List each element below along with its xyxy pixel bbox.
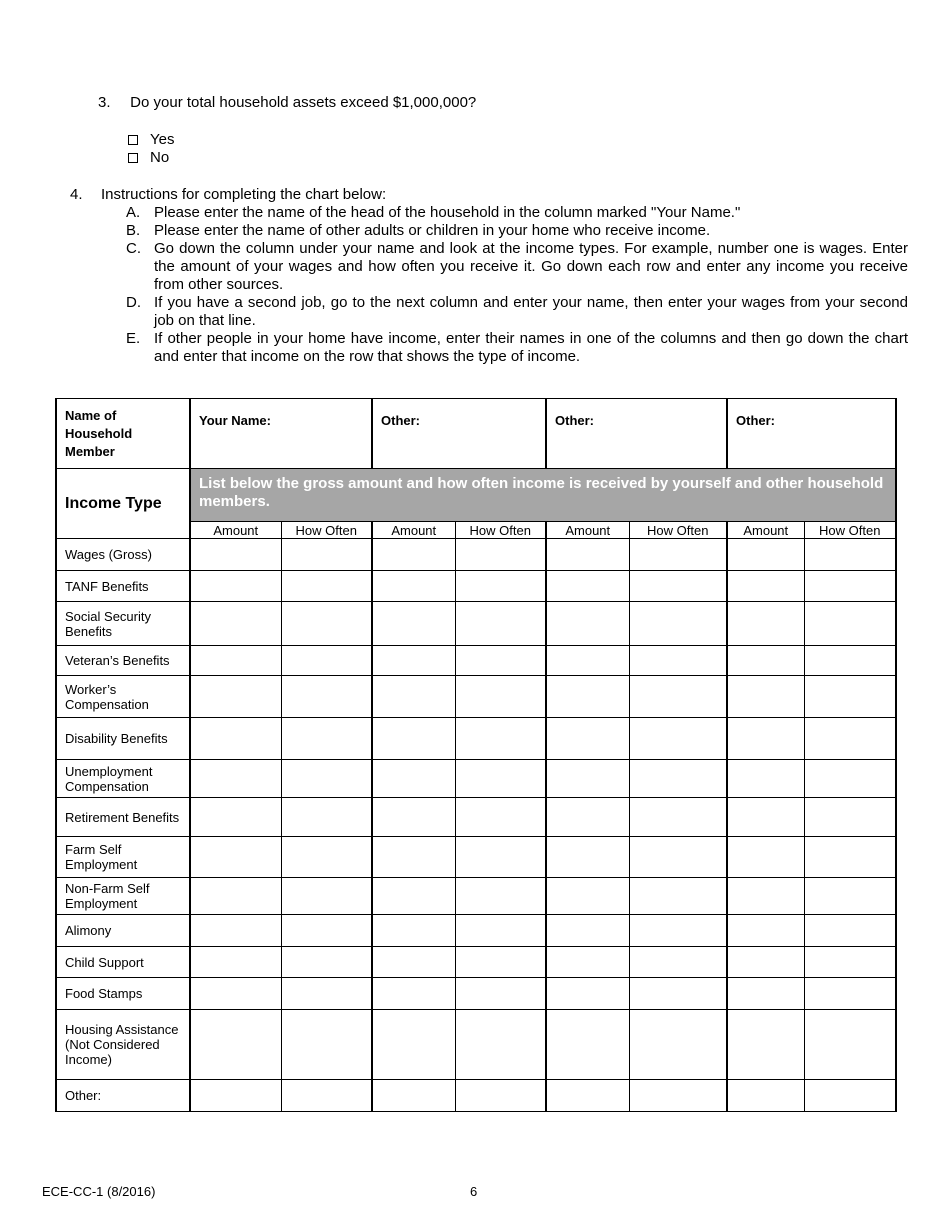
how-often-cell[interactable] [455, 915, 546, 947]
how-often-cell[interactable] [629, 602, 727, 646]
amount-cell[interactable] [372, 539, 455, 571]
income-type-label: Non-Farm Self Employment [56, 878, 190, 915]
other-name-field-2[interactable]: Other: [546, 399, 727, 469]
page-number: 6 [470, 1184, 478, 1199]
amount-cell[interactable] [372, 978, 455, 1010]
name-header-row [56, 399, 896, 469]
how-often-cell[interactable] [629, 1080, 727, 1112]
amount-cell[interactable] [546, 978, 629, 1010]
instruction-letter: C. [126, 240, 141, 257]
how-often-cell[interactable] [629, 676, 727, 718]
instruction-list [70, 204, 908, 366]
amount-cell[interactable] [546, 676, 629, 718]
how-often-cell[interactable] [629, 571, 727, 602]
instruction-item [70, 330, 908, 366]
income-row [56, 646, 896, 676]
instruction-item [70, 204, 908, 222]
amount-cell[interactable] [546, 539, 629, 571]
how-often-cell[interactable] [281, 798, 372, 837]
question-4-heading [70, 186, 908, 204]
income-row [56, 798, 896, 837]
income-row [56, 1080, 896, 1112]
amount-cell[interactable] [190, 947, 281, 978]
how-often-cell[interactable] [281, 1010, 372, 1080]
how-often-cell[interactable] [804, 646, 896, 676]
income-type-label: Housing Assistance (Not Considered Income) [56, 1010, 190, 1080]
how-often-cell[interactable] [455, 760, 546, 798]
amount-cell[interactable] [546, 571, 629, 602]
amount-cell[interactable] [727, 1010, 804, 1080]
amount-cell[interactable] [372, 947, 455, 978]
no-checkbox[interactable] [128, 153, 138, 163]
income-type-label: TANF Benefits [56, 571, 190, 602]
amount-cell[interactable] [546, 602, 629, 646]
how-often-cell[interactable] [281, 978, 372, 1010]
how-often-cell[interactable] [281, 1080, 372, 1112]
question-4-number: 4. [70, 186, 83, 203]
how-often-cell[interactable] [804, 571, 896, 602]
how-often-cell[interactable] [804, 947, 896, 978]
instruction-text: Please enter the name of other adults or children in your home who receive income. [154, 222, 711, 239]
amount-cell[interactable] [190, 915, 281, 947]
how-often-cell[interactable] [804, 978, 896, 1010]
how-often-cell[interactable] [281, 915, 372, 947]
amount-cell[interactable] [727, 646, 804, 676]
instruction-letter: E. [126, 330, 141, 347]
instruction-text: Please enter the name of the head of the household in the column marked "Your Name." [154, 204, 741, 221]
question-3 [98, 94, 476, 111]
income-type-label: Worker’s Compensation [56, 676, 190, 718]
how-often-cell[interactable] [804, 798, 896, 837]
how-often-cell[interactable] [281, 947, 372, 978]
how-often-cell[interactable] [455, 978, 546, 1010]
income-type-header-row [56, 469, 896, 522]
income-row [56, 915, 896, 947]
amount-cell[interactable] [372, 718, 455, 760]
income-row [56, 837, 896, 878]
amount-cell[interactable] [190, 1080, 281, 1112]
income-type-label: Disability Benefits [56, 718, 190, 760]
question-4-text: Instructions for completing the chart below: [101, 186, 387, 203]
amount-cell[interactable] [727, 878, 804, 915]
your-name-field[interactable]: Your Name: [190, 399, 372, 469]
amount-cell[interactable] [372, 915, 455, 947]
amount-cell[interactable] [546, 798, 629, 837]
how-often-cell[interactable] [804, 915, 896, 947]
amount-cell[interactable] [190, 571, 281, 602]
other-name-field-3[interactable]: Other: [727, 399, 896, 469]
how-often-cell[interactable] [455, 798, 546, 837]
income-row [56, 676, 896, 718]
amount-cell[interactable] [190, 718, 281, 760]
amount-label: Amount [372, 522, 455, 539]
amount-cell[interactable] [372, 798, 455, 837]
instruction-item [70, 240, 908, 294]
amount-cell[interactable] [727, 915, 804, 947]
other-name-field-1[interactable]: Other: [372, 399, 546, 469]
how-often-cell[interactable] [629, 878, 727, 915]
instruction-letter: B. [126, 222, 141, 239]
amount-cell[interactable] [546, 915, 629, 947]
how-often-cell[interactable] [629, 1010, 727, 1080]
income-type-label: Other: [56, 1080, 190, 1112]
how-often-cell[interactable] [281, 878, 372, 915]
amount-cell[interactable] [727, 676, 804, 718]
income-rows [56, 539, 896, 1112]
income-type-label: Wages (Gross) [56, 539, 190, 571]
amount-label: Amount [727, 522, 804, 539]
how-often-cell[interactable] [804, 718, 896, 760]
instruction-text: If you have a second job, go to the next column and enter your name, then enter your wages from your second job on that line. [154, 294, 908, 329]
how-often-cell[interactable] [281, 676, 372, 718]
amount-cell[interactable] [727, 760, 804, 798]
how-often-label: How Often [455, 522, 546, 539]
income-row [56, 978, 896, 1010]
amount-cell[interactable] [727, 798, 804, 837]
how-often-cell[interactable] [455, 646, 546, 676]
how-often-label: How Often [281, 522, 372, 539]
amount-cell[interactable] [372, 1080, 455, 1112]
amount-cell[interactable] [727, 837, 804, 878]
amount-cell[interactable] [546, 760, 629, 798]
income-type-label: Child Support [56, 947, 190, 978]
income-type-label: Food Stamps [56, 978, 190, 1010]
gross-note: List below the gross amount and how often income is received by yourself and other household members. [190, 469, 896, 522]
amount-cell[interactable] [546, 1010, 629, 1080]
no-option[interactable] [128, 149, 174, 167]
amount-cell[interactable] [727, 539, 804, 571]
amount-cell[interactable] [546, 1080, 629, 1112]
how-often-label: How Often [629, 522, 727, 539]
amount-cell[interactable] [190, 602, 281, 646]
how-often-cell[interactable] [804, 1080, 896, 1112]
income-type-label: Veteran’s Benefits [56, 646, 190, 676]
income-chart [55, 398, 897, 1112]
instruction-letter: A. [126, 204, 141, 221]
amount-cell[interactable] [546, 646, 629, 676]
how-often-cell[interactable] [629, 760, 727, 798]
amount-cell[interactable] [190, 978, 281, 1010]
how-often-cell[interactable] [629, 798, 727, 837]
income-row [56, 602, 896, 646]
how-often-cell[interactable] [629, 718, 727, 760]
how-often-cell[interactable] [281, 837, 372, 878]
amount-cell[interactable] [372, 878, 455, 915]
amount-cell[interactable] [372, 837, 455, 878]
how-often-cell[interactable] [804, 1010, 896, 1080]
instruction-text: Go down the column under your name and look at the income types. For example, number one is wages. Enter the amount of your wages and how often you receive it. Go down each row and enter any income you receive from other sources. [154, 240, 908, 293]
how-often-cell[interactable] [629, 915, 727, 947]
how-often-cell[interactable] [455, 539, 546, 571]
how-often-cell[interactable] [804, 837, 896, 878]
how-often-cell[interactable] [281, 539, 372, 571]
how-often-cell[interactable] [455, 837, 546, 878]
amount-cell[interactable] [727, 947, 804, 978]
income-row [56, 539, 896, 571]
how-often-cell[interactable] [281, 602, 372, 646]
amount-cell[interactable] [546, 947, 629, 978]
income-row [56, 760, 896, 798]
amount-cell[interactable] [546, 878, 629, 915]
amount-cell[interactable] [372, 571, 455, 602]
amount-cell[interactable] [372, 646, 455, 676]
amount-cell[interactable] [190, 837, 281, 878]
income-type-label: Alimony [56, 915, 190, 947]
yes-checkbox[interactable] [128, 135, 138, 145]
amount-label: Amount [190, 522, 281, 539]
income-type-label: Retirement Benefits [56, 798, 190, 837]
how-often-cell[interactable] [455, 718, 546, 760]
income-row [56, 878, 896, 915]
amount-cell[interactable] [190, 646, 281, 676]
how-often-cell[interactable] [281, 571, 372, 602]
instruction-item [70, 222, 908, 240]
how-often-cell[interactable] [455, 676, 546, 718]
how-often-cell[interactable] [281, 718, 372, 760]
amount-cell[interactable] [372, 760, 455, 798]
amount-cell[interactable] [372, 1010, 455, 1080]
instruction-item [70, 294, 908, 330]
instruction-letter: D. [126, 294, 141, 311]
how-often-label: How Often [804, 522, 896, 539]
question-3-options [128, 131, 174, 167]
how-often-cell[interactable] [455, 947, 546, 978]
how-often-cell[interactable] [629, 646, 727, 676]
amount-cell[interactable] [546, 837, 629, 878]
income-row [56, 718, 896, 760]
how-often-cell[interactable] [629, 978, 727, 1010]
amount-cell[interactable] [190, 539, 281, 571]
how-often-cell[interactable] [455, 878, 546, 915]
how-often-cell[interactable] [804, 760, 896, 798]
how-often-cell[interactable] [804, 602, 896, 646]
yes-label: Yes [150, 131, 175, 148]
how-often-cell[interactable] [629, 837, 727, 878]
amount-cell[interactable] [727, 718, 804, 760]
amount-cell[interactable] [372, 676, 455, 718]
how-often-cell[interactable] [804, 539, 896, 571]
how-often-cell[interactable] [804, 878, 896, 915]
how-often-cell[interactable] [281, 760, 372, 798]
amount-cell[interactable] [546, 718, 629, 760]
amount-cell[interactable] [190, 760, 281, 798]
income-row [56, 571, 896, 602]
amount-cell[interactable] [372, 602, 455, 646]
amount-cell[interactable] [190, 676, 281, 718]
amount-label: Amount [546, 522, 629, 539]
how-often-cell[interactable] [455, 602, 546, 646]
amount-cell[interactable] [727, 978, 804, 1010]
question-4 [70, 186, 908, 366]
question-3-number: 3. [98, 94, 111, 111]
how-often-cell[interactable] [281, 646, 372, 676]
amount-cell[interactable] [727, 571, 804, 602]
how-often-cell[interactable] [804, 676, 896, 718]
income-type-label: Unemployment Compensation [56, 760, 190, 798]
yes-option[interactable] [128, 131, 174, 149]
how-often-cell[interactable] [455, 1080, 546, 1112]
no-label: No [150, 149, 170, 166]
how-often-cell[interactable] [629, 539, 727, 571]
amount-cell[interactable] [727, 602, 804, 646]
amount-cell[interactable] [727, 1080, 804, 1112]
income-type-label: Farm Self Employment [56, 837, 190, 878]
how-often-cell[interactable] [629, 947, 727, 978]
amount-cell[interactable] [190, 878, 281, 915]
how-often-cell[interactable] [455, 1010, 546, 1080]
form-id: ECE-CC-1 (8/2016) [42, 1184, 156, 1199]
member-header: Name of Household Member [56, 399, 190, 469]
amount-cell[interactable] [190, 1010, 281, 1080]
income-type-header: Income Type [56, 469, 190, 539]
how-often-cell[interactable] [455, 571, 546, 602]
income-type-label: Social Security Benefits [56, 602, 190, 646]
instruction-text: If other people in your home have income, enter their names in one of the columns and then go down the chart and enter that income on the row that shows the type of income. [154, 330, 908, 365]
income-row [56, 1010, 896, 1080]
question-3-text: Do your total household assets exceed $1,000,000? [130, 94, 477, 111]
income-row [56, 947, 896, 978]
amount-cell[interactable] [190, 798, 281, 837]
